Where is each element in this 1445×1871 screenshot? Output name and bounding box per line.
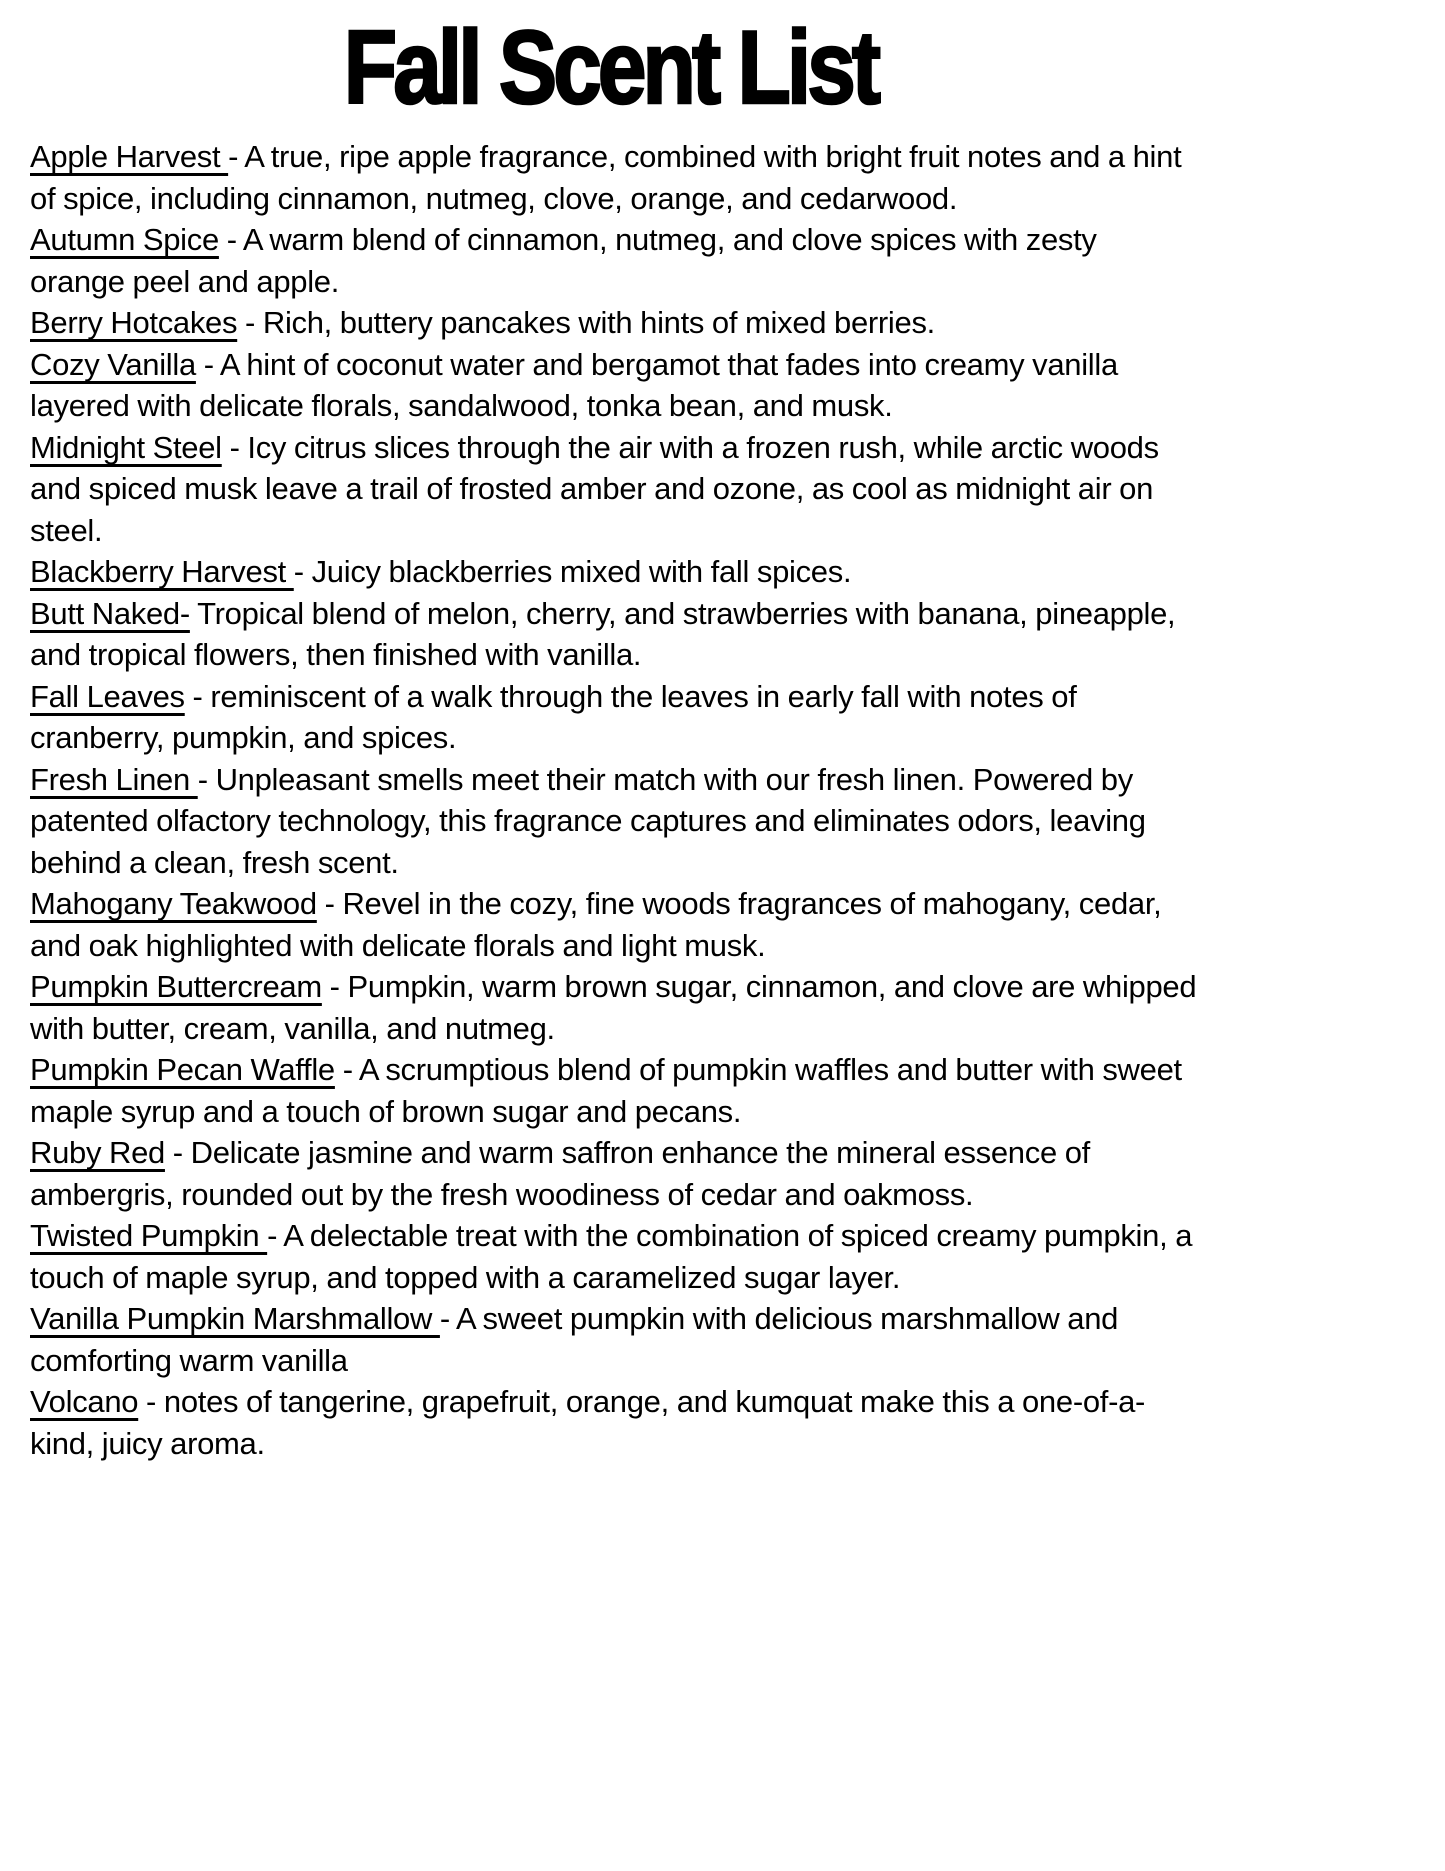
scent-separator: -	[184, 678, 211, 714]
scent-description: Tropical blend of melon, cherry, and strawberries with banana, pineapple, and tropical flowers, then finished with vanilla.	[30, 595, 1184, 673]
scent-name: Mahogany Teakwood	[30, 886, 317, 922]
scent-name: Volcano	[30, 1384, 139, 1420]
scent-description: Juicy blackberries mixed with fall spices.	[311, 554, 852, 590]
scent-name: Cozy Vanilla	[30, 346, 196, 382]
scent-description: Unpleasant smells meet their match with our fresh linen. Powered by patented olfactory technology, this fragrance captures and eliminates odors, leaving behind a clean, fresh scent.	[30, 761, 1154, 880]
scent-separator: -	[267, 1218, 284, 1254]
scent-separator: -	[197, 761, 216, 797]
scent-name: Autumn Spice	[30, 222, 219, 258]
scent-description: notes of tangerine, grapefruit, orange, and kumquat make this a one-of-a-kind, juicy aroma.	[30, 1384, 1146, 1461]
scent-name: Apple Harvest	[30, 139, 229, 175]
scent-description: Rich, buttery pancakes with hints of mixed berries.	[262, 305, 935, 341]
scent-entry	[30, 676, 1198, 759]
page-title	[30, 10, 1190, 126]
scent-name: Berry Hotcakes	[30, 305, 238, 341]
scent-description: Pumpkin, warm brown sugar, cinnamon, and clove are whipped with butter, cream, vanilla, and nutmeg.	[30, 969, 1205, 1046]
scent-entry	[30, 759, 1198, 884]
scent-description: A true, ripe apple fragrance, combined with bright fruit notes and a hint of spice, including cinnamon, nutmeg, clove, orange, and cedarwood.	[30, 139, 1190, 216]
scent-separator: -	[321, 969, 348, 1005]
scent-separator: -	[228, 139, 245, 175]
scent-separator: -	[334, 1052, 359, 1088]
scent-name: Ruby Red	[30, 1135, 165, 1171]
page-title-text: Fall Scent List	[343, 10, 877, 126]
scent-name: Fresh Linen	[30, 761, 198, 797]
scent-name: Pumpkin Buttercream	[30, 969, 322, 1005]
scent-separator: -	[439, 1301, 457, 1337]
scent-description: A delectable treat with the combination of spiced creamy pumpkin, a touch of maple syrup, and topped with a caramelized sugar layer.	[30, 1218, 1200, 1295]
scent-description: A warm blend of cinnamon, nutmeg, and clove spices with zesty orange peel and apple.	[30, 222, 1105, 299]
scent-entry	[30, 344, 1198, 427]
scent-entry	[30, 302, 1198, 344]
scent-name: Vanilla Pumpkin Marshmallow	[30, 1301, 440, 1337]
scent-description: A hint of coconut water and bergamot that fades into creamy vanilla layered with delicate florals, sandalwood, tonka bean, and musk.	[30, 346, 1126, 424]
scent-description: Icy citrus slices through the air with a frozen rush, while arctic woods and spiced musk leave a trail of frosted amber and ozone, as cool as midnight air on steel.	[30, 429, 1167, 548]
scent-name: Midnight Steel	[30, 429, 222, 465]
scent-description: A sweet pumpkin with delicious marshmallow and comforting warm vanilla	[30, 1301, 1126, 1378]
scent-name: Fall Leaves	[30, 678, 185, 714]
scent-separator: -	[237, 305, 263, 341]
scent-list	[30, 136, 1205, 1464]
scent-separator: -	[316, 886, 343, 922]
scent-entry	[30, 551, 1198, 593]
scent-separator: -	[164, 1135, 191, 1171]
scent-entry	[30, 883, 1198, 966]
scent-name: Pumpkin Pecan Waffle	[30, 1052, 335, 1088]
scent-description: Delicate jasmine and warm saffron enhance the mineral essence of ambergris, rounded out by the fresh woodiness of cedar and oakmoss.	[30, 1135, 1098, 1212]
scent-entry	[30, 1298, 1198, 1381]
scent-entry	[30, 593, 1198, 676]
scent-entry	[30, 1132, 1198, 1215]
scent-entry	[30, 966, 1205, 1049]
scent-entry	[30, 1381, 1198, 1464]
scent-name: Blackberry Harvest	[30, 554, 294, 590]
scent-separator: -	[138, 1384, 164, 1420]
scent-separator: -	[221, 429, 248, 465]
scent-entry	[30, 1049, 1198, 1132]
scent-entry	[30, 427, 1198, 552]
scent-description: Revel in the cozy, fine woods fragrances of mahogany, cedar, and oak highlighted with delicate florals and light musk.	[30, 886, 1170, 963]
scent-separator: -	[293, 554, 312, 590]
scent-name: Butt Naked-	[30, 595, 190, 631]
scent-name: Twisted Pumpkin	[30, 1218, 268, 1254]
scent-separator: -	[218, 222, 243, 258]
scent-entry	[30, 219, 1198, 302]
scent-description: reminiscent of a walk through the leaves in early fall with notes of cranberry, pumpkin, and spices.	[30, 678, 1085, 756]
scent-entry	[30, 136, 1198, 219]
scent-separator: -	[195, 346, 220, 382]
scent-description: A scrumptious blend of pumpkin waffles and butter with sweet maple syrup and a touch of brown sugar and pecans.	[30, 1052, 1190, 1129]
scent-entry	[30, 1215, 1198, 1298]
